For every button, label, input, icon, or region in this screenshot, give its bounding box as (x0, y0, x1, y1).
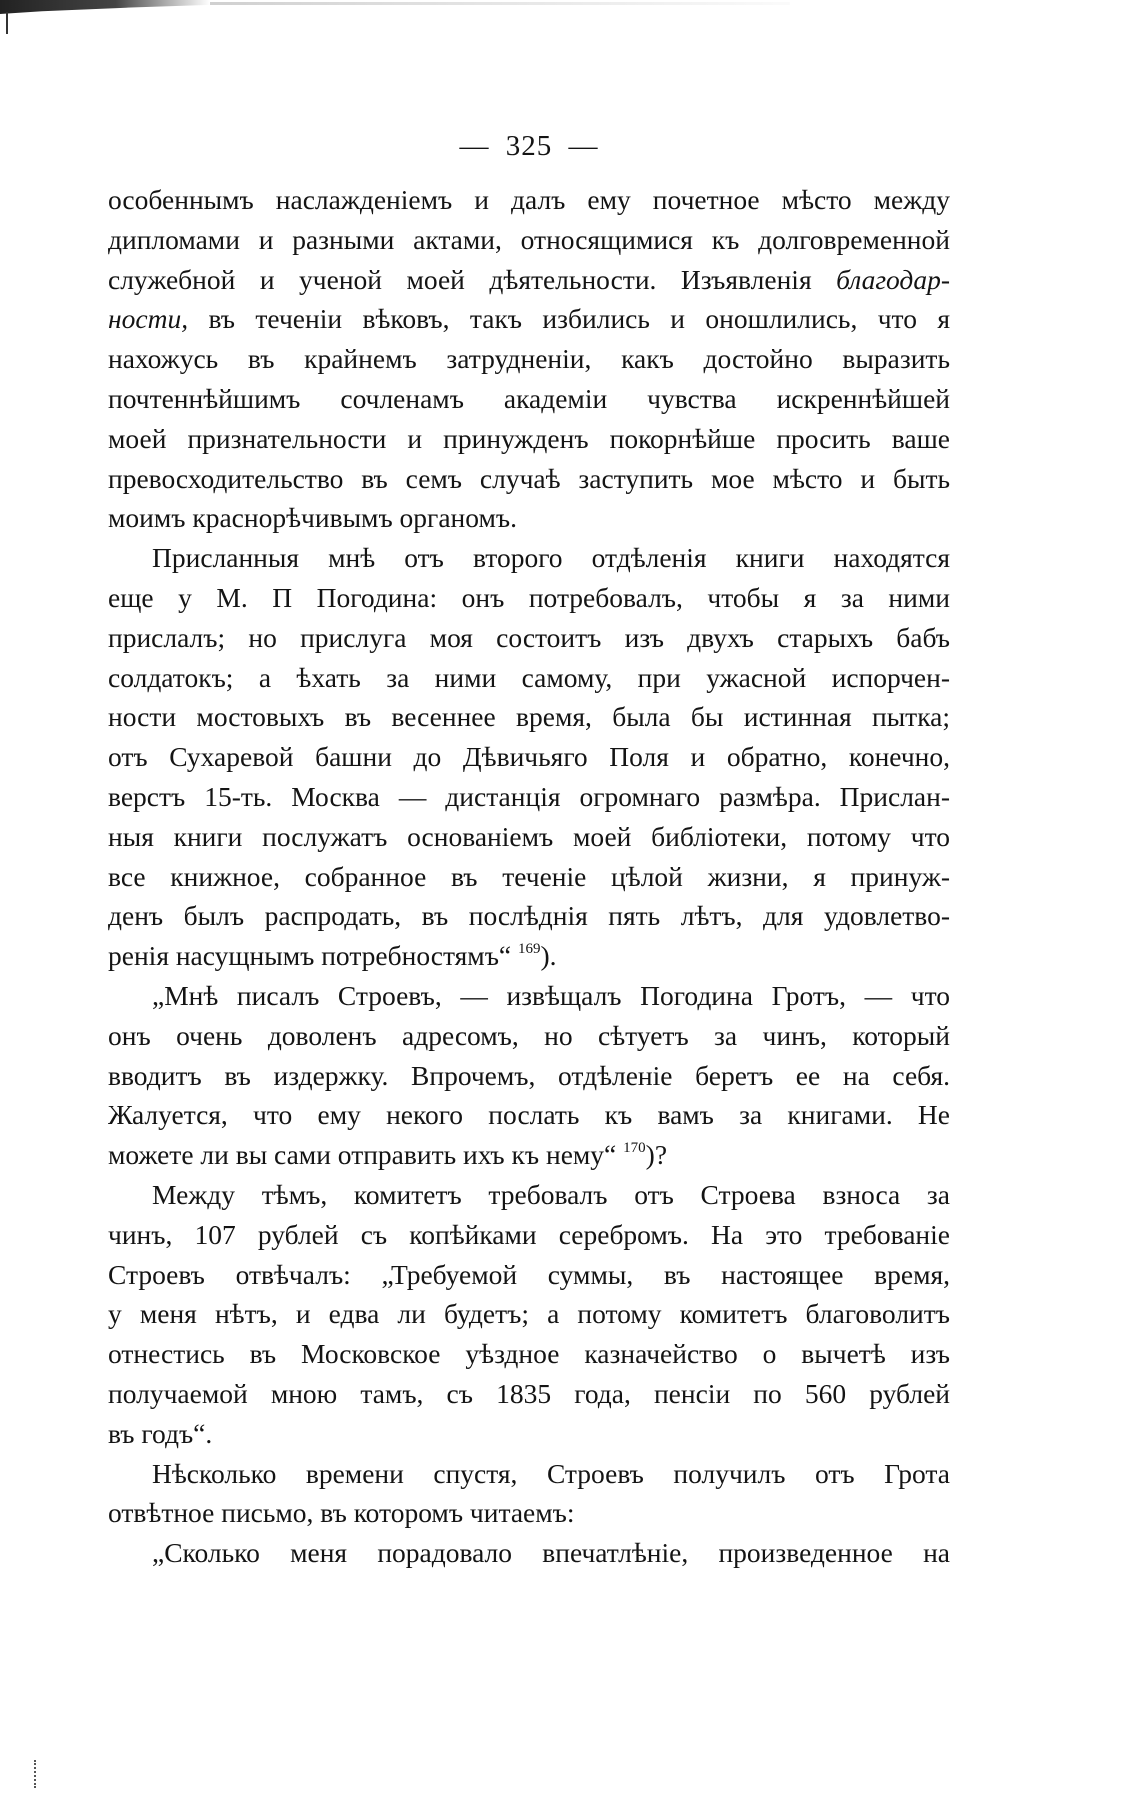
text-line (108, 498, 950, 538)
text-line (108, 618, 950, 658)
text-line (108, 976, 950, 1016)
line-text: онъ очень доволенъ адресомъ, но сѣтуетъ за чинъ, который (108, 1019, 950, 1051)
text-line (108, 1016, 950, 1056)
text-line (108, 1135, 950, 1175)
line-tail: )? (645, 1139, 668, 1171)
line-text: Жалуется, что ему некого послать къ вамъ за книгами. Не (108, 1099, 950, 1131)
line-text: отнестись въ Московское уѣздное казначейство о вычетѣ изъ (108, 1338, 950, 1370)
line-text: Строевъ отвѣчалъ: „Требуемой суммы, въ настоящее время, (108, 1258, 950, 1290)
line-text: „Сколько меня порадовало впечатлѣніе, произведенное на (152, 1537, 950, 1569)
line-text: чинъ, 107 рублей съ копѣйками серебромъ. На это требованіе (108, 1218, 950, 1250)
line-text: служебной и ученой моей дѣятельности. Изъявленія (108, 263, 812, 295)
text-line (108, 1175, 950, 1215)
text-line (108, 1454, 950, 1494)
text-line (108, 1374, 950, 1414)
italic-text: благодар- (836, 263, 950, 295)
line-text: въ теченіи вѣковъ, такъ избились и оношлились, что я (208, 303, 950, 335)
text-line (108, 459, 950, 499)
text-line (108, 1493, 950, 1533)
scan-edge-mark-bottom (34, 1760, 39, 1788)
italic-text: ности, (108, 303, 189, 335)
line-text: особеннымъ наслажденіемъ и далъ ему почетное мѣсто между (108, 184, 950, 215)
line-tail: ). (540, 940, 557, 972)
text-line (108, 379, 950, 419)
text-line (108, 260, 950, 300)
body-text (108, 180, 950, 1573)
line-text: нахожусь въ крайнемъ затрудненіи, какъ достойно выразить (108, 343, 950, 375)
line-text: ности мостовыхъ въ весеннее время, была бы истинная пытка; (108, 701, 950, 733)
text-line (108, 220, 950, 260)
line-text: моимъ краснорѣчивымъ органомъ. (108, 502, 517, 534)
line-text: можете ли вы сами отправить ихъ къ нему“ (108, 1139, 617, 1171)
text-line (108, 339, 950, 379)
line-text: отвѣтное письмо, въ которомъ читаемъ: (108, 1497, 575, 1529)
line-text: Присланныя мнѣ отъ второго отдѣленія книги находятся (152, 542, 950, 574)
line-text: Между тѣмъ, комитетъ требовалъ отъ Строева взноса за (152, 1178, 950, 1210)
text-line (108, 1414, 950, 1454)
line-text: у меня нѣтъ, и едва ли будетъ; а потому комитетъ благоволитъ (108, 1298, 950, 1330)
line-text: Нѣсколько времени спустя, Строевъ получилъ отъ Грота (152, 1457, 950, 1489)
page-number-dash-right: — (568, 130, 599, 162)
line-text: все книжное, собранное въ теченіе цѣлой жизни, я принуж- (108, 860, 950, 892)
text-line (108, 1095, 950, 1135)
text-line (108, 299, 950, 339)
line-text: превосходительство въ семъ случаѣ заступить мое мѣсто и быть (108, 462, 950, 494)
text-line (108, 1215, 950, 1255)
text-line (108, 419, 950, 459)
text-line (108, 896, 950, 936)
text-line (108, 1334, 950, 1374)
line-text: получаемой мною тамъ, съ 1835 года, пенсіи по 560 рублей (108, 1377, 950, 1409)
text-line (108, 578, 950, 618)
line-text: дипломами и разными актами, относящимися къ долговременной (108, 223, 950, 255)
footnote-ref: 169 (518, 941, 541, 958)
text-line (108, 697, 950, 737)
page-number (108, 128, 950, 164)
line-text: моей признательности и принужденъ покорнѣйше просить ваше (108, 422, 950, 454)
text-line (108, 936, 950, 976)
line-text: прислалъ; но прислуга моя состоитъ изъ двухъ старыхъ бабъ (108, 621, 950, 653)
text-line (108, 1533, 950, 1573)
page-number-dash-left: — (459, 130, 490, 162)
line-text: еще у М. П Погодина: онъ потребовалъ, чтобы я за ними (108, 581, 950, 613)
line-text: ренія насущнымъ потребностямъ“ (108, 940, 512, 972)
line-text: солдатокъ; а ѣхать за ними самому, при ужасной испорчен- (108, 661, 950, 693)
text-line (108, 737, 950, 777)
text-line (108, 1294, 950, 1334)
text-line (108, 1255, 950, 1295)
line-text: верстъ 15-ть. Москва — дистанція огромнаго размѣра. Прислан- (108, 780, 950, 812)
document-page (108, 128, 950, 1573)
text-line (108, 180, 950, 220)
text-line (108, 817, 950, 857)
line-text: въ годъ“. (108, 1417, 213, 1449)
text-line (108, 658, 950, 698)
line-text: отъ Сухаревой башни до Дѣвичьяго Поля и обратно, конечно, (108, 741, 950, 773)
footnote-ref: 170 (623, 1140, 646, 1157)
scan-edge-mark-faint (210, 2, 790, 5)
page-number-value: 325 (505, 130, 553, 162)
line-text: ныя книги послужатъ основаніемъ моей библіотеки, потому что (108, 820, 950, 852)
line-text: почтеннѣйшимъ сочленамъ академіи чувства искреннѣйшей (108, 382, 950, 414)
text-line (108, 1056, 950, 1096)
scan-edge-mark (0, 0, 210, 14)
text-line (108, 857, 950, 897)
line-text: „Мнѣ писалъ Строевъ, — извѣщалъ Погодина Гротъ, — что (152, 979, 950, 1011)
line-text: вводитъ въ издержку. Впрочемъ, отдѣленіе беретъ ее на себя. (108, 1059, 950, 1091)
text-line (108, 538, 950, 578)
text-line (108, 777, 950, 817)
scan-edge-mark-left (6, 12, 8, 34)
line-text: денъ былъ распродать, въ послѣднія пять лѣтъ, для удовлетво- (108, 900, 950, 932)
